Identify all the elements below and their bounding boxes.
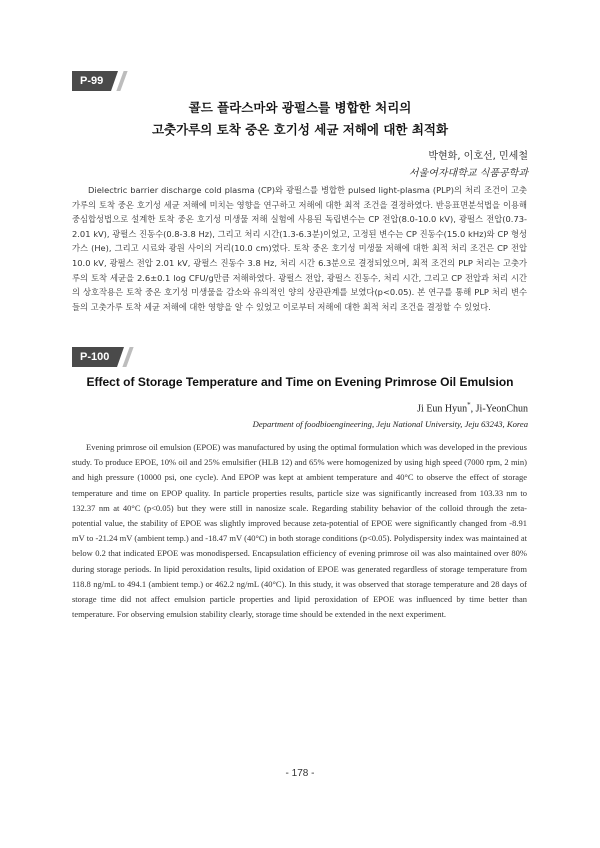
p100-author2: , Ji-YeonChun bbox=[470, 403, 528, 415]
p100-abstract: Evening primrose oil emulsion (EPOE) was manufactured by using the optimal formulation which was developed in the previous study. To produce EPOE, 10% oil and 25% emulsifier (HLB 12) and 65% were homogenized by using high speed (7000 rpm, 2 min) and high pressure (10000 psi, one cycle). And EPOP was kept at ambient temperature and 40°C to observe the effect of storage temperature and time on EPOP quality. In particle properties results, particle size was significantly increased from 103.33 nm to 132.37 nm at 40°C (p<0.05) but they were still in nanosize scale. Regarding stability behavior of the colloid through the zeta-potential value, the stability of EPOE was slightly improved because zeta-potential of EPOE were significantly changed from -8.91 mV to -21.24 mV (ambient temp.) and -18.47 mV (40°C) in both storage conditions (p<0.05). Polydispersity index was maintained at below 0.2 that indicated EPOE was monodispersed. Encapsulation efficiency of evening primrose oil was also maintained over 80% during storage periods. In lipid peroxidation results, lipid oxidation of EPOE was generated regardless of storage temperature from 118.8 ng/mL to 494.1 (ambient temp.) or 462.2 ng/mL (40°C). In this study, it was observed that storage temperature and 28 days of storage time did not affect emulsion particle properties and lipid peroxidation of EPOE was influenced by time better than temperature. For observing emulsion stability clearly, storage time should be extended in the next experiment. bbox=[72, 442, 527, 620]
abstract-badge-p100: P-100 bbox=[72, 347, 130, 367]
p99-abstract: Dielectric barrier discharge cold plasma (CP)와 광펄스를 병합한 pulsed light-plasma (PLP)의 처리 조건이 고춧가루의 토착 중온 호기성 세균 저해에 미치는 영향을 연구하고 저해에 대한 최적 조건을 결정하였다. 반응표면분석법을 이용해 중심합성법으로 설계한 토착 중온 호기성 미생물 저해 실험에 사용된 독립변수는 CP 전압(8.0-10.0 kV), 광펄스 전압(0.73-2.01 kV), 광펄스 진동수(0.8-3.8 Hz), 그리고 처리 시간(1.3-6.3분)이었고, 고정된 변수는 CP 진동수(15.0 kHz)와 CP 형성 가스 (He), 그리고 시료와 광원 사이의 거리(10.0 cm)였다. 토착 중온 호기성 미생물 저해에 대한 최적 처리 조건은 CP 전압 10.0 kV, 광펄스 전압 2.01 kV, 광펄스 진동수 3.8 Hz, 처리 시간 6.3분으로 결정되었으며, 최적 조건의 PLP 처리는 고춧가루의 토착 세균을 2.6±0.1 log CFU/g만큼 저해하였다. 광펄스 전압, 광펄스 진동수, 처리 시간, 그리고 CP 전압과 처리 시간의 상호작용은 토착 중온 호기성 미생물을 감소와 유의적인 양의 상관관계를 보였다(p<0.05). 본 연구를 통해 PLP 처리 변수들의 고춧가루 토착 세균 저해에 대한 영향을 알 수 있었고 이로부터 저해에 대한 최적 처리 조건을 결정할 수 있었다. bbox=[72, 185, 527, 312]
p100-title: Effect of Storage Temperature and Time on Evening Primrose Oil Emulsion bbox=[86, 375, 514, 389]
abstract-badge-p99: P-99 bbox=[72, 71, 124, 91]
p99-affiliation: 서울여자대학교 식품공학과 bbox=[408, 168, 528, 179]
p99-title-line2: 고춧가루의 토착 중온 호기성 세균 저해에 대한 최적화 bbox=[151, 122, 449, 137]
p100-author1: Ji Eun Hyun bbox=[417, 403, 468, 415]
p100-affiliation: Department of foodbioengineering, Jeju National University, Jeju 63243, Korea bbox=[252, 419, 528, 429]
p100-authors bbox=[417, 401, 528, 414]
p99-authors: 박현화, 이호선, 민세철 bbox=[428, 151, 528, 162]
p99-title-line1: 콜드 플라스마와 광펄스를 병합한 처리의 bbox=[188, 100, 412, 115]
corresponding-author-mark: * bbox=[467, 401, 471, 409]
page-number: - 178 - bbox=[285, 768, 315, 779]
